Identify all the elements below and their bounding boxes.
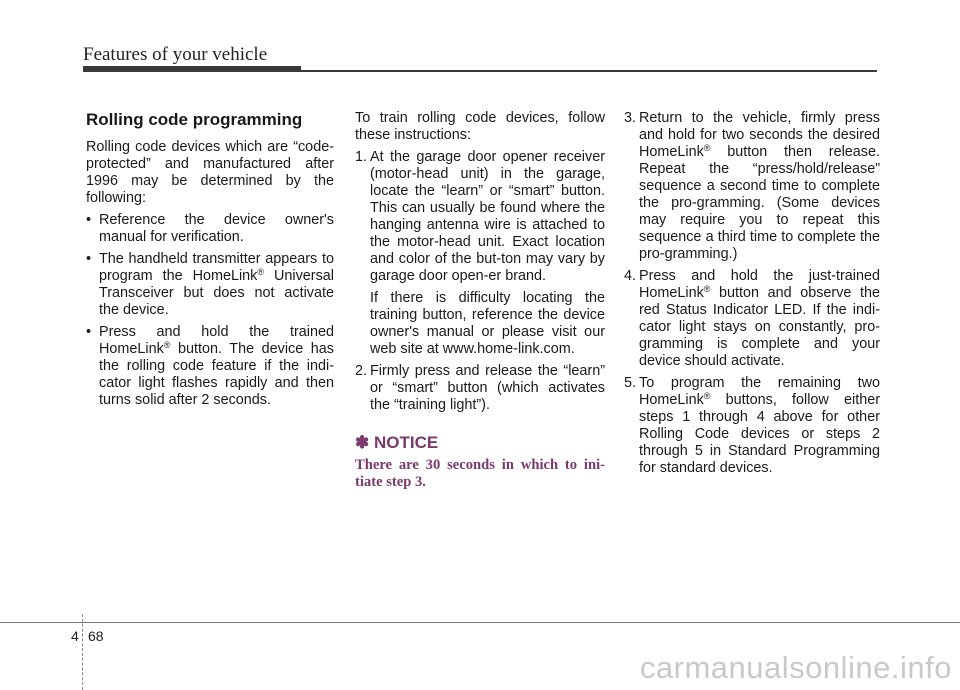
step-number: 4. xyxy=(624,268,637,284)
step-text-pre: Return to the vehicle, firmly press and hold for two seconds the desired HomeLink xyxy=(639,110,880,160)
step-text: At the garage door opener receiver (motor-head unit) in the garage, locate the “learn” or “smart” button. This can usually be found where the hanging antenna wire is attached to the motor-head unit. Exact location and color of the but-ton may vary by garage door open-er brand. xyxy=(370,149,605,284)
bullet-item xyxy=(86,251,334,319)
step-subparagraph: If there is difficulty locating the training button, reference the device owner's manual or please visit our web site at www.home-link.com. xyxy=(370,290,605,357)
header-rule-thin xyxy=(301,70,877,72)
intro-paragraph: Rolling code devices which are “code-protected” and manufactured after 1996 may be determined by the following: xyxy=(86,139,334,206)
step-text-pre: Press and hold the just-trained HomeLink xyxy=(639,268,880,301)
step-text-post: button and observe the red Status Indicator LED. If the indi-cator light stays on constantly, pro-gramming is complete and your device should activate. xyxy=(639,285,880,369)
bullet-icon: • xyxy=(86,251,92,267)
bullet-text-pre: The handheld transmitter appears to program the HomeLink xyxy=(99,251,334,284)
step-number: 5. xyxy=(624,375,637,391)
step-text-post: buttons, follow either steps 1 through 4 above for other Rolling Code devices or steps 2 through 5 in Standard Programming for standard devices. xyxy=(639,392,880,476)
section-number: 4 xyxy=(71,628,79,644)
step-text-pre: To program the remaining two HomeLink xyxy=(639,375,880,408)
registered-mark: ® xyxy=(163,340,171,350)
footer-divider xyxy=(82,614,83,690)
header-rule-thick xyxy=(83,66,301,72)
step-text: Firmly press and release the “learn” or “smart” button (which activates the “training light”). xyxy=(370,363,605,413)
steps-list-continued xyxy=(624,110,880,477)
step-number: 2. xyxy=(355,363,368,379)
bullet-text: Reference the device owner's manual for verification. xyxy=(99,212,334,245)
notice-heading xyxy=(355,434,605,451)
step-1 xyxy=(355,149,605,358)
section-heading: Rolling code programming xyxy=(86,110,303,129)
bullet-text-post: Universal Transceiver but does not activate the device. xyxy=(99,268,334,318)
step-5 xyxy=(624,375,880,477)
notice-star-icon: ✽ xyxy=(355,433,370,452)
notice-label: NOTICE xyxy=(373,433,439,452)
bullet-item xyxy=(86,212,334,246)
footer-rule xyxy=(0,622,960,623)
step-3 xyxy=(624,110,880,263)
column-3 xyxy=(624,110,880,482)
notice-text: There are 30 seconds in which to ini-tiate step 3. xyxy=(355,457,605,490)
page-number: 68 xyxy=(88,628,104,644)
instructions-intro: To train rolling code devices, follow these instructions: xyxy=(355,110,605,143)
steps-list xyxy=(355,149,605,414)
registered-mark: ® xyxy=(703,391,711,401)
step-4 xyxy=(624,268,880,370)
bullet-list xyxy=(86,212,334,409)
bullet-text-pre: Press and hold the trained HomeLink xyxy=(99,324,334,357)
column-2 xyxy=(355,110,605,491)
registered-mark: ® xyxy=(257,267,265,277)
watermark: carmanualsonline.info xyxy=(639,650,952,685)
step-2 xyxy=(355,363,605,414)
page-header-title: Features of your vehicle xyxy=(83,44,268,65)
registered-mark: ® xyxy=(703,284,711,294)
bullet-icon: • xyxy=(86,324,92,340)
step-text-post: button then release. Repeat the “press/hold/release” sequence a second time to complete the pro-gramming. (Some devices may require you to repeat this sequence a third time to complete the pro-gramming.) xyxy=(639,144,880,262)
step-number: 3. xyxy=(624,110,637,126)
bullet-icon: • xyxy=(86,212,92,228)
column-1 xyxy=(86,110,334,414)
step-number: 1. xyxy=(355,149,368,165)
bullet-text-post: button. The device has the rolling code feature if the indi-cator light flashes rapidly and then turns solid after 2 seconds. xyxy=(99,341,334,408)
bullet-item xyxy=(86,324,334,409)
registered-mark: ® xyxy=(703,143,711,153)
